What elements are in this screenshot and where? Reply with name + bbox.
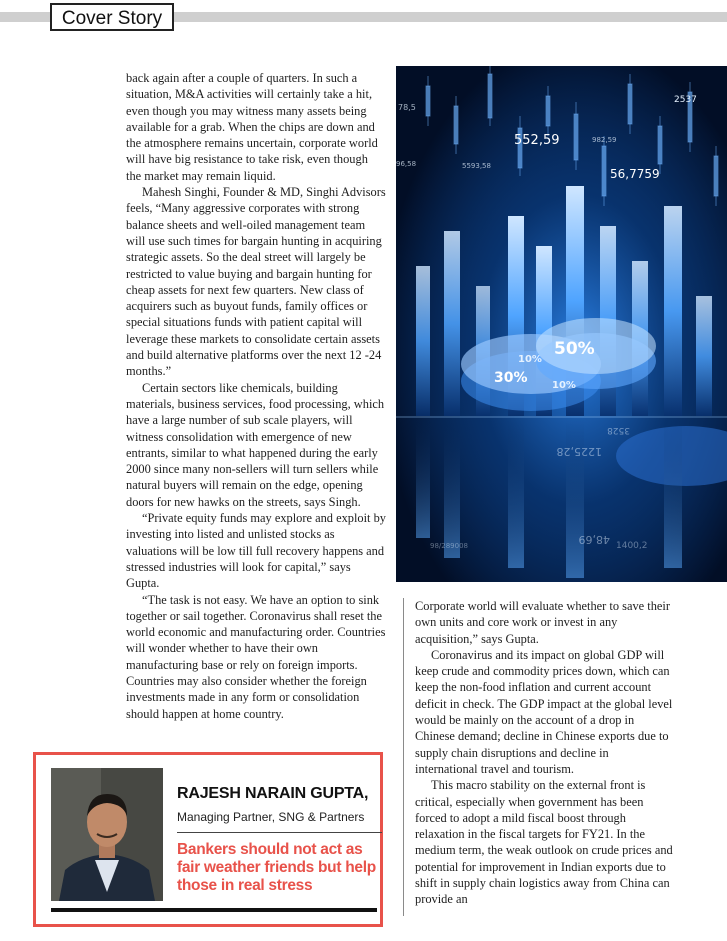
section-label: Cover Story — [50, 3, 174, 31]
hero-label: 10% — [518, 354, 542, 365]
pull-quote-text: Bankers should not act as fair weather friends but help those in real stress — [177, 841, 376, 894]
hero-label: 30% — [494, 370, 528, 386]
hero-label: 78,5 — [398, 103, 416, 112]
hero-label: 56,7759 — [610, 167, 660, 181]
hero-label: 10% — [552, 380, 576, 391]
hero-label: 96,58 — [396, 160, 417, 168]
article-paragraph: Certain sectors like chemicals, building materials, business services, food processing, which have a large number of sub scale players, will witness consolidation with emergence of new entrants, similar to what happened during the early 2000 since many non-sellers will turn sellers while natural buyers will remain on the edge, opening doors for new hawks on the streets, says Singh. — [126, 380, 385, 509]
pull-quote-bottom-bar — [51, 908, 377, 912]
article-paragraph: Mahesh Singhi, Founder & MD, Singhi Advisors feels, “Many aggressive corporates with strong balance sheets and well-oiled management team will use such times for bargain hunting in acquiring strategic assets. So the deal street will largely be restricted to value buying and bargain hunting for cheap assets for next few quarters. New class of acquirers such as buyout funds, family offices or special situations funds with patient capital will leverage these markets to consolidate certain assets and build alternative platforms over the next 12 -24 months.” — [126, 185, 386, 379]
column-divider — [403, 598, 404, 916]
hero-label: 552,59 — [514, 133, 560, 148]
article-left-column — [126, 70, 386, 722]
article-paragraph: Corporate world will evaluate whether to save their own units and core work or invest in any acquisition,” says Gupta. — [415, 599, 670, 646]
article-paragraph: “The task is not easy. We have an option to sink together or sail together. Coronavirus shall reset the world economic and manufacturing order. Countries will wonder whether to have their own manufacturing base or rely on foreign imports. Countries may also consider whether the foreign investments made in any form or consolidation should happen at home country. — [126, 592, 386, 721]
pull-quote-name: RAJESH NARAIN GUPTA, — [177, 785, 369, 802]
pull-quote-title: Managing Partner, SNG & Partners — [177, 810, 365, 824]
article-paragraph: This macro stability on the external front is critical, especially when government has been forced to adopt a mild fiscal boost through relaxation in the fiscal targets for FY21. In the medium term, the weak outlook on crude prices and potential for improvement in Indian exports due to shift in supply chain logistics away from China can provide an — [415, 778, 673, 907]
hero-label: 982,59 — [592, 136, 617, 144]
hero-label: 5593,58 — [462, 162, 491, 170]
hero-label: 50% — [554, 339, 595, 359]
stock-chart-illustration — [396, 66, 727, 582]
pull-quote-divider — [177, 832, 382, 833]
pull-quote-box — [33, 752, 383, 927]
hero-label: 2537 — [674, 95, 697, 105]
hero-label: 48,69 — [578, 533, 610, 546]
article-paragraph: “Private equity funds may explore and exploit by investing into listed and unlisted stocks as valuations will be low till full recovery happens and stressed industries will look for capital,” says Gupta. — [126, 511, 386, 591]
hero-label: 3528 — [607, 425, 630, 435]
hero-label: 1225,28 — [556, 445, 602, 458]
hero-label: 98/289008 — [430, 542, 468, 550]
article-paragraph: Coronavirus and its impact on global GDP will keep crude and commodity prices down, which can keep the non-food inflation and current account deficit in check. The GDP impact at the global level would be mainly on the account of a drop in Chinese demand; decline in Chinese exports due to supply chain disruptions and decline in international travel and tourism. — [415, 647, 673, 776]
portrait-photo — [51, 768, 163, 901]
hero-label: 1400,2 — [616, 541, 648, 551]
article-right-column — [415, 598, 673, 908]
article-paragraph: back again after a couple of quarters. In such a situation, M&A activities will certainly take a hit, even though you may witness many assets being available for a grab. When the chips are down and the atmosphere remains uncertain, corporate world will have big resistance to take risk, even though the market may remain liquid. — [126, 71, 378, 183]
